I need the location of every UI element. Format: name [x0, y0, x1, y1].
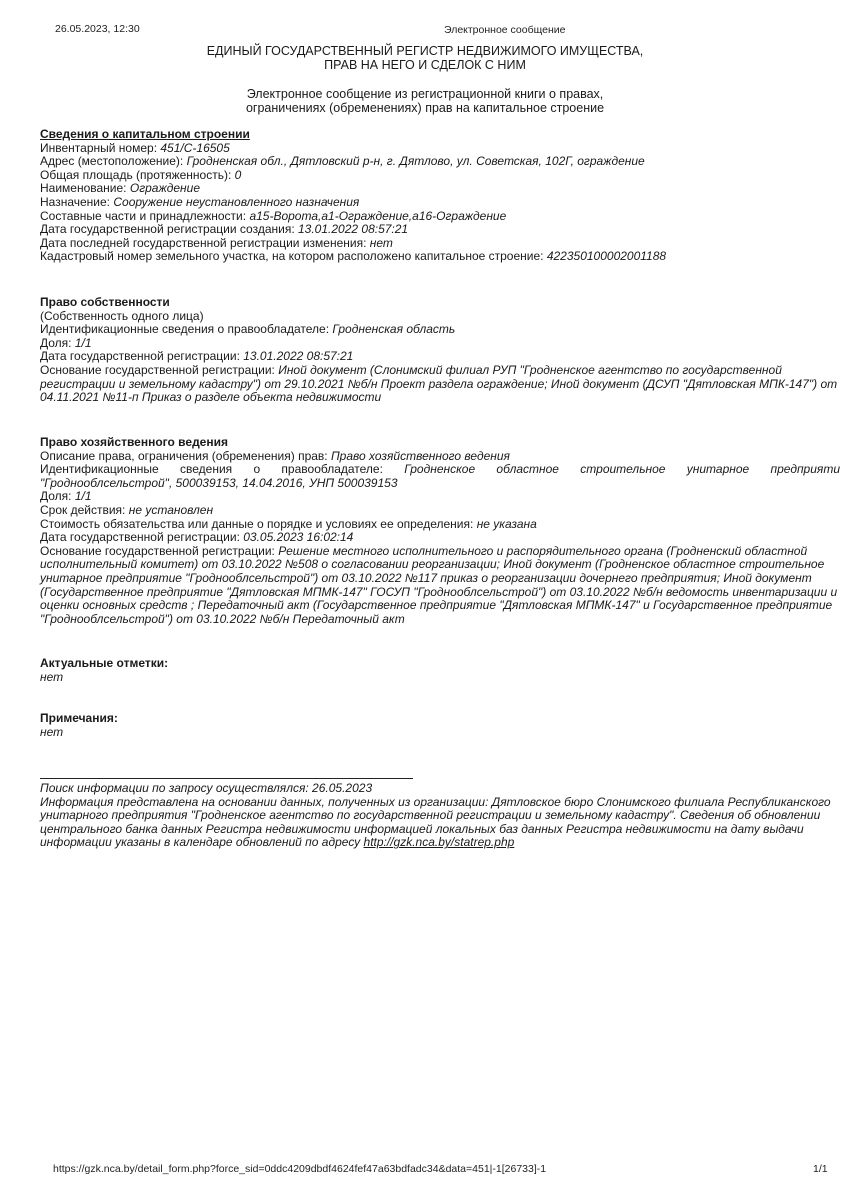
- holder-label: Идентификационные сведения о правообладателе:: [40, 462, 383, 477]
- print-doc-type: Электронное сообщение: [444, 24, 566, 36]
- notes-section: [40, 712, 840, 739]
- document-title: [0, 44, 850, 72]
- notes-heading: Примечания:: [40, 711, 118, 725]
- purpose-value: Сооружение неустановленного назначения: [113, 194, 360, 209]
- page-number: 1/1: [813, 1163, 828, 1175]
- holder-value-1: Гродненское областное строительное унитарное предприяти: [404, 462, 840, 477]
- marks-value: нет: [40, 669, 64, 684]
- title-line-1: ЕДИНЫЙ ГОСУДАРСТВЕННЫЙ РЕГИСТР НЕДВИЖИМОГО ИМУЩЕСТВА,: [206, 44, 644, 58]
- parts-label: Составные части и принадлежности:: [40, 208, 247, 223]
- parts-row: [40, 210, 840, 224]
- ownership-section: [40, 296, 840, 405]
- title-line-2: ПРАВ НА НЕГО И СДЕЛОК С НИМ: [324, 58, 526, 72]
- economic-heading: Право хозяйственного ведения: [40, 435, 228, 449]
- statrep-link[interactable]: http://gzk.nca.by/statrep.php: [363, 835, 515, 850]
- reg-label: Дата государственной регистрации:: [40, 530, 240, 545]
- area-row: [40, 169, 840, 183]
- name-label: Наименование:: [40, 181, 127, 196]
- reg-label: Дата государственной регистрации:: [40, 349, 240, 364]
- cost-value: не указана: [476, 516, 537, 531]
- footer-line-2: Информация представлена на основании данных, полученных из организации: Дятловское бюро Слонимского филиала Республиканского унитарного предприятия "Гродненское агентство по государственной регистрации и земельному кадастру". Сведения об обновлении центрального банка данных Регистра недвижимости информацией локальных баз данных Регистра недвижимости на дату выдачи информации указаны в календаре обновлений по адресу: [40, 794, 831, 850]
- inventory-row: [40, 142, 840, 156]
- holder-value: Гродненская область: [332, 322, 456, 337]
- document-subtitle: [0, 87, 850, 115]
- economic-holder-row: [40, 463, 840, 477]
- economic-term-row: [40, 504, 840, 518]
- purpose-row: [40, 196, 840, 210]
- economic-basis-row: [40, 545, 840, 627]
- basis-value: Иной документ (Слонимский филиал РУП "Гродненское агентство по государственной регистрации и земельному кадастру") от 29.10.2021 №б/н Проект раздела ограждение; Иной документ (ДСУП "Дятловская МПК-147") от 04.11.2021 №11-п Приказ о разделе объекта недвижимости: [40, 362, 838, 405]
- changed-row: [40, 237, 840, 251]
- term-label: Срок действия:: [40, 502, 126, 517]
- reg-value: 13.01.2022 08:57:21: [243, 349, 354, 364]
- address-row: [40, 155, 840, 169]
- address-label: Адрес (местоположение):: [40, 154, 184, 169]
- holder-label: Идентификационные сведения о правообладателе:: [40, 322, 330, 337]
- reg-value: 03.05.2023 16:02:14: [243, 530, 354, 545]
- ownership-sub: (Собственность одного лица): [40, 308, 204, 323]
- desc-value: Право хозяйственного ведения: [330, 448, 510, 463]
- address-value: Гродненская обл., Дятловский р-н, г. Дятлово, ул. Советская, 102Г, ограждение: [186, 154, 645, 169]
- footer-info: [40, 782, 840, 850]
- area-value: 0: [234, 167, 242, 182]
- desc-label: Описание права, ограничения (обременения) прав:: [40, 448, 328, 463]
- share-value: 1/1: [74, 335, 92, 350]
- share-value: 1/1: [74, 489, 92, 504]
- holder-value-2: "Гроднооблсельстрой", 500039153, 14.04.2016, УНП 500039153: [40, 475, 398, 490]
- name-row: [40, 182, 840, 196]
- subtitle-line-1: Электронное сообщение из регистрационной книги о правах,: [246, 87, 604, 101]
- term-value: не установлен: [128, 502, 214, 517]
- economic-reg-row: [40, 531, 840, 545]
- cost-label: Стоимость обязательства или данные о порядке и условиях ее определения:: [40, 516, 474, 531]
- changed-value: нет: [369, 235, 393, 250]
- marks-section: [40, 657, 840, 684]
- print-datetime: 26.05.2023, 12:30: [55, 23, 140, 35]
- footer-line-1: Поиск информации по запросу осуществлялся: 26.05.2023: [40, 781, 373, 795]
- marks-heading: Актуальные отметки:: [40, 656, 169, 670]
- share-label: Доля:: [40, 489, 72, 504]
- area-label: Общая площадь (протяженность):: [40, 167, 232, 182]
- footer-divider: [40, 778, 413, 779]
- basis-label: Основание государственной регистрации:: [40, 362, 275, 377]
- share-label: Доля:: [40, 335, 72, 350]
- ownership-heading: Право собственности: [40, 295, 170, 309]
- ownership-holder-row: [40, 323, 840, 337]
- ownership-share-row: [40, 337, 840, 351]
- economic-desc-row: [40, 450, 840, 464]
- basis-label: Основание государственной регистрации:: [40, 543, 275, 558]
- building-section: [40, 128, 840, 264]
- economic-section: [40, 436, 840, 626]
- footer-line-2-wrap: [40, 796, 840, 850]
- print-url: https://gzk.nca.by/detail_form.php?force_sid=0ddc4209dbdf4624fef47a63bdfadc34&data=451|-1[26733]-1: [53, 1163, 547, 1175]
- parts-value: а15-Ворота,а1-Ограждение,а16-Ограждение: [249, 208, 507, 223]
- economic-share-row: [40, 490, 840, 504]
- purpose-label: Назначение:: [40, 194, 111, 209]
- created-label: Дата государственной регистрации создания:: [40, 222, 295, 237]
- cadastral-row: [40, 250, 840, 264]
- inventory-value: 451/C-16505: [160, 140, 230, 155]
- ownership-basis-row: [40, 364, 840, 405]
- cadastral-value: 422350100002001188: [546, 249, 667, 264]
- cadastral-label: Кадастровый номер земельного участка, на котором расположено капитальное строение:: [40, 249, 544, 264]
- building-heading: Сведения о капитальном строении: [40, 127, 250, 141]
- changed-label: Дата последней государственной регистрации изменения:: [40, 235, 367, 250]
- name-value: Ограждение: [129, 181, 200, 196]
- basis-value: Решение местного исполнительного и распорядительного органа (Гродненский областной исполнительный комитет) от 03.10.2022 №508 о согласовании реорганизации; Иной документ (Гродненское областное строительное унитарное предприятие "Гроднооблсельстрой") от 03.10.2022 №117 приказ о реорганизации дочернего предприятия; Иной документ (Государственное предприятие "Дятловская МПМК-147" ГОСУП "Гроднооблсельстрой") от 03.10.2022 №б/н ведомость инвентаризации и оценки основных средств ; Передаточный акт (Государственное предприятие "Дятловская МПМК-147" и Государственное предприятие "Гроднооблсельстрой") от 03.10.2022 №б/н Передаточный акт: [40, 543, 838, 626]
- created-row: [40, 223, 840, 237]
- subtitle-line-2: ограничениях (обременениях) прав на капитальное строение: [245, 101, 605, 115]
- ownership-reg-row: [40, 350, 840, 364]
- created-value: 13.01.2022 08:57:21: [298, 222, 409, 237]
- economic-cost-row: [40, 518, 840, 532]
- inventory-label: Инвентарный номер:: [40, 140, 158, 155]
- notes-value: нет: [40, 724, 64, 739]
